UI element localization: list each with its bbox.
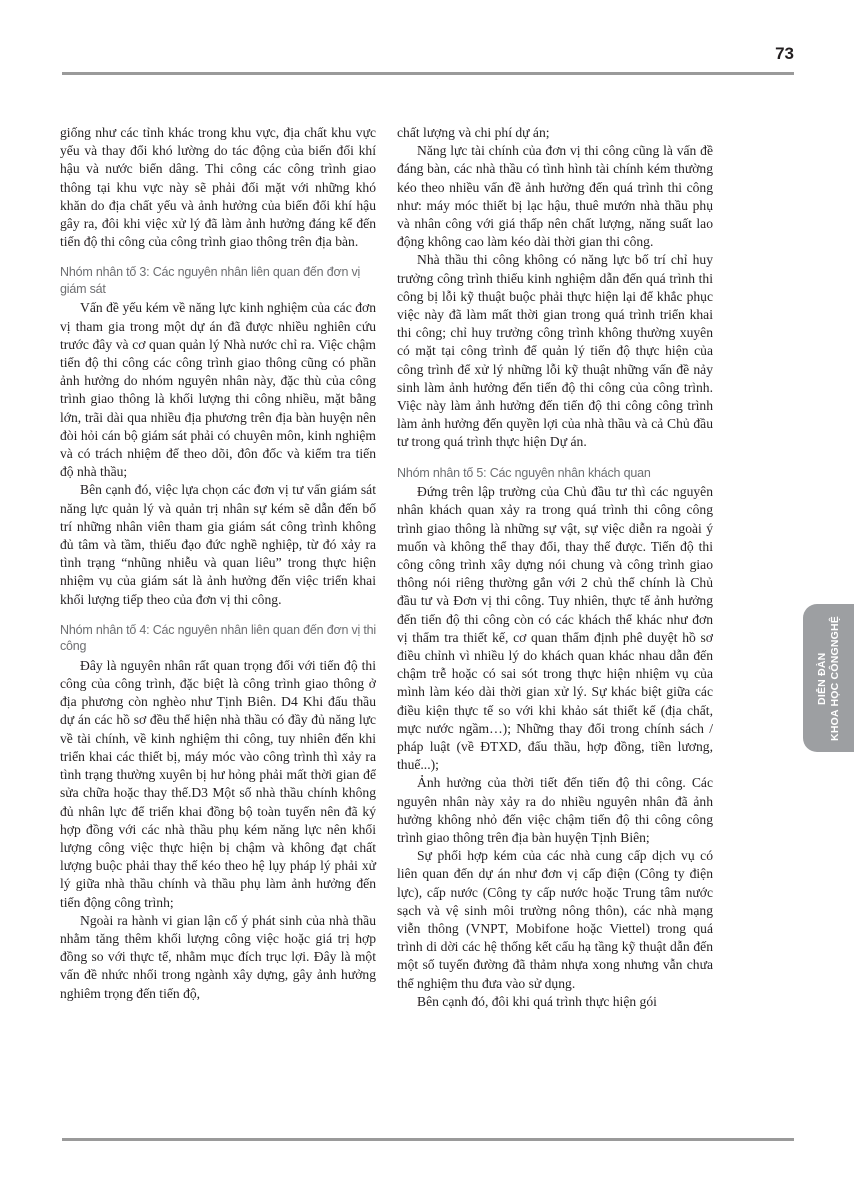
page-number: 73: [775, 44, 794, 63]
paragraph: Ảnh hưởng của thời tiết đến tiến độ thi công. Các nguyên nhân này xảy ra do nhiều nguyên nhân đã ảnh hưởng không nhỏ đến việc chậm tiến độ thi công công trình giao thông trên địa bàn huyện Tịnh Biên;: [397, 775, 713, 846]
section-side-tab: [803, 604, 854, 752]
paragraph: Đây là nguyên nhân rất quan trọng đối với tiến độ thi công của công trình, đặc biệt là công trình giao thông ở địa phương còn nghèo như Tịnh Biên. D4 Khi đấu thầu dự án các hồ sơ đều thể hiện nhà thầu có đầy đủ năng lực về tài chính, về kinh nghiệm thi công, tuy nhiên đến khi triển khai các thiết bị, máy móc vào công trình thì xảy ra tình trạng thường xuyên bị hư hỏng phải mất thời gian để sửa chữa hoặc thay thế.D3 Một số nhà thầu chính không đủ nhân lực để triển khai đồng bộ toàn tuyến nên đã ký hợp đồng với các nhà thầu phụ kém năng lực nên khối lượng công việc thực hiện bị chậm và không đạt chất lượng buộc phải thay thế kéo theo hệ lụy pháp lý phải xử lý giữa nhà thầu chính và thầu phụ làm ảnh hưởng đến tiến động công trình;: [60, 657, 376, 910]
paragraph: chất lượng và chi phí dự án;: [397, 125, 550, 140]
left-column: [60, 124, 376, 1003]
header-rule: [62, 72, 794, 75]
section-heading-factor-5: Nhóm nhân tố 5: Các nguyên nhân khách quan: [397, 465, 651, 480]
right-column: [397, 124, 713, 1011]
paragraph: giống như các tỉnh khác trong khu vực, địa chất khu vực yếu và thay đổi khó lường do tác động của biến đổi khí hậu và nước biển dâng. Thi công các công trình giao thông tại khu vực này sẽ phải đối mặt với những khó khăn do địa chất yếu và ảnh hưởng của biến đổi khí hậu gây ra, đôi khi việc xử lý đã làm ảnh hưởng đáng kể đến tiến độ thi công của công trình giao thông trên địa bàn.: [60, 125, 376, 250]
side-tab-line-2: KHOA HỌC CÔNGNGHỆ: [828, 615, 841, 741]
paragraph: Bên cạnh đó, việc lựa chọn các đơn vị tư vấn giám sát năng lực quản lý và quản trị nhân sự kém sẽ dẫn đến bố trí những nhân viên tham gia giám sát công trình không đủ tâm và tầm, thiếu đạo đức nghề nghiệp, từ đó xảy ra tình trạng “nhũng nhiễu và quan liêu” trong thực hiện nhiệm vụ của giám sát là ảnh hưởng đến việc triển khai khối lượng tiếp theo của đơn vị thi công.: [60, 482, 376, 607]
paragraph: Bên cạnh đó, đôi khi quá trình thực hiện gói: [417, 993, 657, 1009]
paragraph: Ngoài ra hành vi gian lận cố ý phát sinh của nhà thầu nhằm tăng thêm khối lượng công việc hoặc giá trị hợp đồng so với thực tế, nhằm mục đích trục lợi. Đây là một vấn đề nhức nhối trong ngành xây dựng, gây ảnh hưởng nghiêm trọng đến tiến độ,: [60, 912, 376, 1001]
side-tab-line-1: DIỄN ĐÀN: [815, 651, 828, 705]
section-heading-factor-3: Nhóm nhân tố 3: Các nguyên nhân liên quan đến đơn vị giám sát: [60, 265, 361, 296]
paragraph: Đứng trên lập trường của Chủ đầu tư thì các nguyên nhân khách quan xảy ra trong quá trình thi công công trình giao thông là những sự vật, sự việc diễn ra ngoài ý muốn và không thể thay đổi, thay thế được. Tiến độ thi công công trình xây dựng nói chung và công trình giao thông nói riêng thường gắn với 2 chủ thể chính là Chủ đầu tư và Đơn vị thi công. Tuy nhiên, thực tế ảnh hưởng đến tiến độ thi công còn có các khách thể khác như đơn vị thẩm tra thiết kế, cơ quan thẩm định phê duyệt hồ sơ điều chỉnh vì nhiều lý do khách quan khác nhau dẫn đến chậm trễ hoặc có sai sót trong thực hiện nhiệm vụ của mình làm kéo dài thời gian xử lý. Sự khác biệt giữa các điều kiện thực tế so với khi khảo sát thiết kế (địa chất, mực nước ngầm…); Những thay đổi trong chính sách / pháp luật (về ĐTXD, đấu thầu, hợp đồng, tiền lương, thuế...);: [397, 484, 713, 773]
footer-rule: [62, 1138, 794, 1141]
paragraph: Năng lực tài chính của đơn vị thi công cũng là vấn đề đáng bàn, các nhà thầu có tình hình tài chính kém thường kéo theo nhiều vấn đề ảnh hưởng đến quá trình thi công như: máy móc thiết bị lạc hậu, thuê mướn nhà thầu phụ và nhân công với giá thấp nên chất lượng, năng suất lao động không cao làm kéo dài thời gian thi công.: [397, 143, 713, 250]
paragraph: Sự phối hợp kém của các nhà cung cấp dịch vụ có liên quan đến dự án như đơn vị cấp điện (Công ty điện lực), cấp nước (Công ty cấp nước hoặc Trung tâm nước sạch và vệ sinh môi trường nông thôn), các nhà mạng viễn thông (VNPT, Mobifone hoặc Viettel) trong quá trình di dời các hệ thống kết cấu hạ tầng kỹ thuật dẫn đến một số tuyến đường đã thảm nhựa xong nhưng vẫn chưa thể nghiệm thu đưa vào sử dụng.: [397, 848, 713, 991]
side-tab-label: [816, 616, 842, 741]
section-heading-factor-4: Nhóm nhân tố 4: Các nguyên nhân liên quan đến đơn vị thi công: [60, 622, 376, 654]
paragraph: Vấn đề yếu kém về năng lực kinh nghiệm của các đơn vị tham gia trong một dự án đã được nhiều nghiên cứu trước đây và cơ quan quản lý Nhà nước chỉ ra. Việc chậm tiến độ thi công các công trình giao thông cũng có phần ảnh hưởng do nhóm nguyên nhân này, đặc thù của công trình giao thông là khối lượng thi công nhiều, mặt bằng lớn, trãi dài qua nhiều địa phương trên địa bàn huyện nên đòi hỏi cán bộ giám sát phải có chuyên môn, kinh nghiệm và có trách nhiệm để theo dõi, đôn đốc và kiểm tra tiến độ nhà thầu;: [60, 300, 376, 480]
paragraph: Nhà thầu thi công không có năng lực bố trí chỉ huy trưởng công trình thiếu kinh nghiệm dẫn đến quá trình thi công bị lỗi kỹ thuật buộc phải thực hiện lại để khắc phục việc này đã làm mất thời gian trong quá trình triển khai thi công; chỉ huy trưởng công trình không thường xuyên có mặt tại công trình để quản lý tiến độ thực hiện của công trình để xử lý những lỗi kỹ thuật những vấn đề nảy sinh làm ảnh hưởng đến tiến độ thi công của công trình. Việc này làm ảnh hưởng đến tiến độ thi công công trình làm ảnh hưởng đến quyền lợi của nhà thầu và cả Chủ đầu tư trong quá trình thực hiện Dự án.: [397, 252, 713, 450]
